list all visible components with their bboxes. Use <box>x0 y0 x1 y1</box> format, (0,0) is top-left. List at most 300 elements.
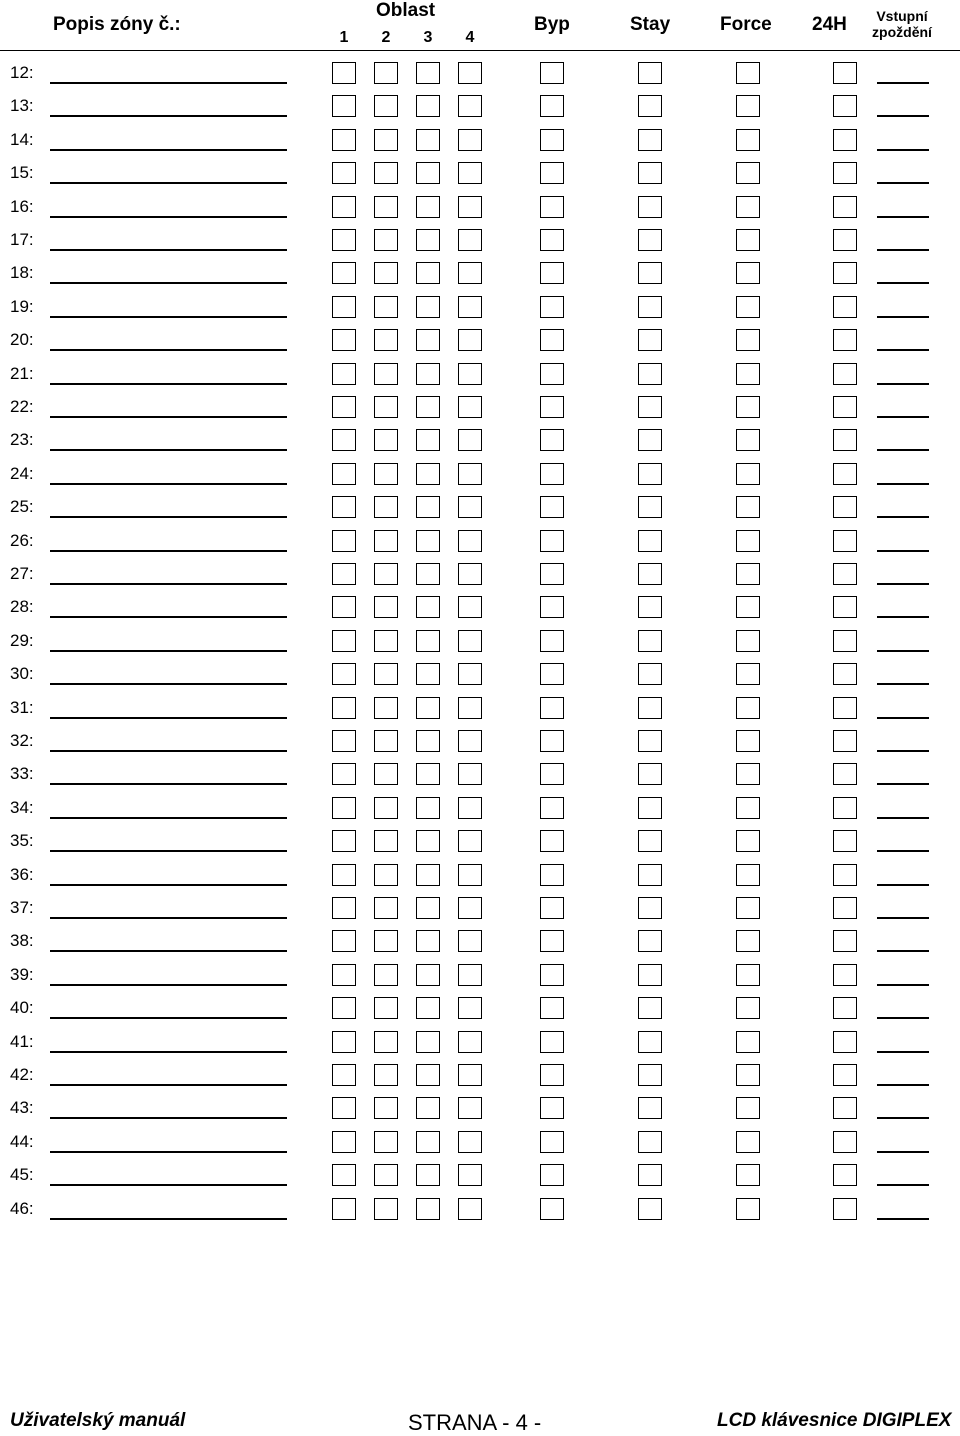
area-4-checkbox[interactable] <box>458 396 482 418</box>
area-3-checkbox[interactable] <box>416 1198 440 1220</box>
area-3-checkbox[interactable] <box>416 596 440 618</box>
entry-delay-field[interactable] <box>877 550 929 552</box>
area-3-checkbox[interactable] <box>416 563 440 585</box>
area-2-checkbox[interactable] <box>374 1097 398 1119</box>
area-3-checkbox[interactable] <box>416 864 440 886</box>
force-checkbox[interactable] <box>736 530 760 552</box>
area-1-checkbox[interactable] <box>332 797 356 819</box>
force-checkbox[interactable] <box>736 630 760 652</box>
area-1-checkbox[interactable] <box>332 196 356 218</box>
area-3-checkbox[interactable] <box>416 496 440 518</box>
stay-checkbox[interactable] <box>638 563 662 585</box>
area-1-checkbox[interactable] <box>332 864 356 886</box>
24h-checkbox[interactable] <box>833 730 857 752</box>
24h-checkbox[interactable] <box>833 596 857 618</box>
zone-description-field[interactable] <box>50 383 287 385</box>
entry-delay-field[interactable] <box>877 984 929 986</box>
zone-description-field[interactable] <box>50 717 287 719</box>
stay-checkbox[interactable] <box>638 262 662 284</box>
area-4-checkbox[interactable] <box>458 830 482 852</box>
stay-checkbox[interactable] <box>638 196 662 218</box>
entry-delay-field[interactable] <box>877 950 929 952</box>
stay-checkbox[interactable] <box>638 697 662 719</box>
force-checkbox[interactable] <box>736 864 760 886</box>
24h-checkbox[interactable] <box>833 329 857 351</box>
bypass-checkbox[interactable] <box>540 496 564 518</box>
entry-delay-field[interactable] <box>877 383 929 385</box>
entry-delay-field[interactable] <box>877 717 929 719</box>
area-2-checkbox[interactable] <box>374 797 398 819</box>
bypass-checkbox[interactable] <box>540 1064 564 1086</box>
area-4-checkbox[interactable] <box>458 1064 482 1086</box>
zone-description-field[interactable] <box>50 1151 287 1153</box>
area-3-checkbox[interactable] <box>416 1064 440 1086</box>
stay-checkbox[interactable] <box>638 964 662 986</box>
zone-description-field[interactable] <box>50 783 287 785</box>
24h-checkbox[interactable] <box>833 530 857 552</box>
zone-description-field[interactable] <box>50 149 287 151</box>
stay-checkbox[interactable] <box>638 162 662 184</box>
bypass-checkbox[interactable] <box>540 1031 564 1053</box>
area-1-checkbox[interactable] <box>332 1131 356 1153</box>
bypass-checkbox[interactable] <box>540 129 564 151</box>
force-checkbox[interactable] <box>736 997 760 1019</box>
area-4-checkbox[interactable] <box>458 363 482 385</box>
bypass-checkbox[interactable] <box>540 897 564 919</box>
stay-checkbox[interactable] <box>638 930 662 952</box>
area-3-checkbox[interactable] <box>416 663 440 685</box>
area-1-checkbox[interactable] <box>332 697 356 719</box>
area-2-checkbox[interactable] <box>374 830 398 852</box>
area-4-checkbox[interactable] <box>458 763 482 785</box>
area-3-checkbox[interactable] <box>416 396 440 418</box>
zone-description-field[interactable] <box>50 1051 287 1053</box>
zone-description-field[interactable] <box>50 950 287 952</box>
force-checkbox[interactable] <box>736 1131 760 1153</box>
24h-checkbox[interactable] <box>833 830 857 852</box>
stay-checkbox[interactable] <box>638 1064 662 1086</box>
bypass-checkbox[interactable] <box>540 997 564 1019</box>
area-3-checkbox[interactable] <box>416 697 440 719</box>
entry-delay-field[interactable] <box>877 316 929 318</box>
24h-checkbox[interactable] <box>833 697 857 719</box>
area-2-checkbox[interactable] <box>374 196 398 218</box>
bypass-checkbox[interactable] <box>540 196 564 218</box>
bypass-checkbox[interactable] <box>540 329 564 351</box>
area-3-checkbox[interactable] <box>416 630 440 652</box>
24h-checkbox[interactable] <box>833 763 857 785</box>
zone-description-field[interactable] <box>50 282 287 284</box>
area-4-checkbox[interactable] <box>458 596 482 618</box>
force-checkbox[interactable] <box>736 129 760 151</box>
zone-description-field[interactable] <box>50 984 287 986</box>
bypass-checkbox[interactable] <box>540 62 564 84</box>
stay-checkbox[interactable] <box>638 1131 662 1153</box>
zone-description-field[interactable] <box>50 850 287 852</box>
zone-description-field[interactable] <box>50 182 287 184</box>
24h-checkbox[interactable] <box>833 162 857 184</box>
bypass-checkbox[interactable] <box>540 463 564 485</box>
bypass-checkbox[interactable] <box>540 730 564 752</box>
entry-delay-field[interactable] <box>877 115 929 117</box>
force-checkbox[interactable] <box>736 830 760 852</box>
24h-checkbox[interactable] <box>833 897 857 919</box>
24h-checkbox[interactable] <box>833 1131 857 1153</box>
24h-checkbox[interactable] <box>833 229 857 251</box>
area-2-checkbox[interactable] <box>374 596 398 618</box>
area-1-checkbox[interactable] <box>332 730 356 752</box>
area-1-checkbox[interactable] <box>332 763 356 785</box>
force-checkbox[interactable] <box>736 563 760 585</box>
area-4-checkbox[interactable] <box>458 864 482 886</box>
entry-delay-field[interactable] <box>877 1084 929 1086</box>
entry-delay-field[interactable] <box>877 1184 929 1186</box>
bypass-checkbox[interactable] <box>540 396 564 418</box>
area-1-checkbox[interactable] <box>332 463 356 485</box>
area-1-checkbox[interactable] <box>332 830 356 852</box>
stay-checkbox[interactable] <box>638 1164 662 1186</box>
area-2-checkbox[interactable] <box>374 1064 398 1086</box>
force-checkbox[interactable] <box>736 196 760 218</box>
area-2-checkbox[interactable] <box>374 463 398 485</box>
24h-checkbox[interactable] <box>833 463 857 485</box>
area-4-checkbox[interactable] <box>458 162 482 184</box>
area-1-checkbox[interactable] <box>332 62 356 84</box>
entry-delay-field[interactable] <box>877 616 929 618</box>
force-checkbox[interactable] <box>736 463 760 485</box>
area-3-checkbox[interactable] <box>416 1164 440 1186</box>
area-2-checkbox[interactable] <box>374 697 398 719</box>
stay-checkbox[interactable] <box>638 1097 662 1119</box>
24h-checkbox[interactable] <box>833 262 857 284</box>
area-2-checkbox[interactable] <box>374 1164 398 1186</box>
area-2-checkbox[interactable] <box>374 730 398 752</box>
bypass-checkbox[interactable] <box>540 763 564 785</box>
area-4-checkbox[interactable] <box>458 62 482 84</box>
bypass-checkbox[interactable] <box>540 1198 564 1220</box>
area-1-checkbox[interactable] <box>332 964 356 986</box>
force-checkbox[interactable] <box>736 496 760 518</box>
force-checkbox[interactable] <box>736 596 760 618</box>
bypass-checkbox[interactable] <box>540 296 564 318</box>
stay-checkbox[interactable] <box>638 296 662 318</box>
area-3-checkbox[interactable] <box>416 363 440 385</box>
bypass-checkbox[interactable] <box>540 930 564 952</box>
entry-delay-field[interactable] <box>877 1117 929 1119</box>
zone-description-field[interactable] <box>50 483 287 485</box>
force-checkbox[interactable] <box>736 396 760 418</box>
stay-checkbox[interactable] <box>638 363 662 385</box>
area-2-checkbox[interactable] <box>374 296 398 318</box>
area-4-checkbox[interactable] <box>458 129 482 151</box>
force-checkbox[interactable] <box>736 1164 760 1186</box>
area-3-checkbox[interactable] <box>416 930 440 952</box>
force-checkbox[interactable] <box>736 329 760 351</box>
force-checkbox[interactable] <box>736 62 760 84</box>
area-4-checkbox[interactable] <box>458 429 482 451</box>
area-2-checkbox[interactable] <box>374 964 398 986</box>
bypass-checkbox[interactable] <box>540 162 564 184</box>
24h-checkbox[interactable] <box>833 196 857 218</box>
force-checkbox[interactable] <box>736 897 760 919</box>
area-2-checkbox[interactable] <box>374 864 398 886</box>
area-2-checkbox[interactable] <box>374 663 398 685</box>
area-1-checkbox[interactable] <box>332 663 356 685</box>
area-2-checkbox[interactable] <box>374 530 398 552</box>
area-1-checkbox[interactable] <box>332 162 356 184</box>
area-4-checkbox[interactable] <box>458 496 482 518</box>
area-2-checkbox[interactable] <box>374 95 398 117</box>
zone-description-field[interactable] <box>50 349 287 351</box>
zone-description-field[interactable] <box>50 82 287 84</box>
bypass-checkbox[interactable] <box>540 563 564 585</box>
stay-checkbox[interactable] <box>638 62 662 84</box>
24h-checkbox[interactable] <box>833 496 857 518</box>
entry-delay-field[interactable] <box>877 683 929 685</box>
zone-description-field[interactable] <box>50 616 287 618</box>
area-1-checkbox[interactable] <box>332 363 356 385</box>
area-1-checkbox[interactable] <box>332 496 356 518</box>
force-checkbox[interactable] <box>736 964 760 986</box>
24h-checkbox[interactable] <box>833 797 857 819</box>
stay-checkbox[interactable] <box>638 329 662 351</box>
force-checkbox[interactable] <box>736 1064 760 1086</box>
area-4-checkbox[interactable] <box>458 262 482 284</box>
entry-delay-field[interactable] <box>877 282 929 284</box>
24h-checkbox[interactable] <box>833 62 857 84</box>
entry-delay-field[interactable] <box>877 82 929 84</box>
stay-checkbox[interactable] <box>638 396 662 418</box>
area-4-checkbox[interactable] <box>458 630 482 652</box>
stay-checkbox[interactable] <box>638 129 662 151</box>
entry-delay-field[interactable] <box>877 583 929 585</box>
area-4-checkbox[interactable] <box>458 1164 482 1186</box>
area-1-checkbox[interactable] <box>332 129 356 151</box>
area-2-checkbox[interactable] <box>374 930 398 952</box>
area-2-checkbox[interactable] <box>374 763 398 785</box>
zone-description-field[interactable] <box>50 550 287 552</box>
area-1-checkbox[interactable] <box>332 329 356 351</box>
stay-checkbox[interactable] <box>638 429 662 451</box>
force-checkbox[interactable] <box>736 797 760 819</box>
zone-description-field[interactable] <box>50 917 287 919</box>
area-3-checkbox[interactable] <box>416 1031 440 1053</box>
area-1-checkbox[interactable] <box>332 229 356 251</box>
stay-checkbox[interactable] <box>638 496 662 518</box>
area-1-checkbox[interactable] <box>332 396 356 418</box>
force-checkbox[interactable] <box>736 1097 760 1119</box>
area-2-checkbox[interactable] <box>374 62 398 84</box>
24h-checkbox[interactable] <box>833 563 857 585</box>
bypass-checkbox[interactable] <box>540 530 564 552</box>
force-checkbox[interactable] <box>736 663 760 685</box>
area-2-checkbox[interactable] <box>374 1131 398 1153</box>
area-3-checkbox[interactable] <box>416 129 440 151</box>
24h-checkbox[interactable] <box>833 396 857 418</box>
area-1-checkbox[interactable] <box>332 296 356 318</box>
force-checkbox[interactable] <box>736 730 760 752</box>
entry-delay-field[interactable] <box>877 249 929 251</box>
entry-delay-field[interactable] <box>877 1017 929 1019</box>
entry-delay-field[interactable] <box>877 850 929 852</box>
zone-description-field[interactable] <box>50 884 287 886</box>
bypass-checkbox[interactable] <box>540 864 564 886</box>
entry-delay-field[interactable] <box>877 750 929 752</box>
stay-checkbox[interactable] <box>638 630 662 652</box>
entry-delay-field[interactable] <box>877 884 929 886</box>
stay-checkbox[interactable] <box>638 763 662 785</box>
area-3-checkbox[interactable] <box>416 830 440 852</box>
area-3-checkbox[interactable] <box>416 296 440 318</box>
area-1-checkbox[interactable] <box>332 1097 356 1119</box>
24h-checkbox[interactable] <box>833 429 857 451</box>
bypass-checkbox[interactable] <box>540 1097 564 1119</box>
area-1-checkbox[interactable] <box>332 1164 356 1186</box>
area-4-checkbox[interactable] <box>458 663 482 685</box>
area-3-checkbox[interactable] <box>416 730 440 752</box>
stay-checkbox[interactable] <box>638 897 662 919</box>
24h-checkbox[interactable] <box>833 296 857 318</box>
24h-checkbox[interactable] <box>833 1031 857 1053</box>
stay-checkbox[interactable] <box>638 229 662 251</box>
area-2-checkbox[interactable] <box>374 429 398 451</box>
area-4-checkbox[interactable] <box>458 730 482 752</box>
force-checkbox[interactable] <box>736 429 760 451</box>
area-2-checkbox[interactable] <box>374 897 398 919</box>
area-1-checkbox[interactable] <box>332 563 356 585</box>
bypass-checkbox[interactable] <box>540 630 564 652</box>
area-3-checkbox[interactable] <box>416 162 440 184</box>
force-checkbox[interactable] <box>736 162 760 184</box>
24h-checkbox[interactable] <box>833 129 857 151</box>
bypass-checkbox[interactable] <box>540 262 564 284</box>
24h-checkbox[interactable] <box>833 930 857 952</box>
zone-description-field[interactable] <box>50 1117 287 1119</box>
entry-delay-field[interactable] <box>877 182 929 184</box>
area-3-checkbox[interactable] <box>416 964 440 986</box>
24h-checkbox[interactable] <box>833 663 857 685</box>
area-4-checkbox[interactable] <box>458 930 482 952</box>
zone-description-field[interactable] <box>50 750 287 752</box>
area-3-checkbox[interactable] <box>416 62 440 84</box>
24h-checkbox[interactable] <box>833 1097 857 1119</box>
area-2-checkbox[interactable] <box>374 129 398 151</box>
area-2-checkbox[interactable] <box>374 262 398 284</box>
force-checkbox[interactable] <box>736 697 760 719</box>
bypass-checkbox[interactable] <box>540 363 564 385</box>
entry-delay-field[interactable] <box>877 917 929 919</box>
area-3-checkbox[interactable] <box>416 229 440 251</box>
24h-checkbox[interactable] <box>833 630 857 652</box>
zone-description-field[interactable] <box>50 115 287 117</box>
bypass-checkbox[interactable] <box>540 697 564 719</box>
force-checkbox[interactable] <box>736 930 760 952</box>
area-4-checkbox[interactable] <box>458 997 482 1019</box>
stay-checkbox[interactable] <box>638 997 662 1019</box>
24h-checkbox[interactable] <box>833 1064 857 1086</box>
area-2-checkbox[interactable] <box>374 329 398 351</box>
area-3-checkbox[interactable] <box>416 797 440 819</box>
entry-delay-field[interactable] <box>877 216 929 218</box>
entry-delay-field[interactable] <box>877 1151 929 1153</box>
area-4-checkbox[interactable] <box>458 1031 482 1053</box>
area-2-checkbox[interactable] <box>374 630 398 652</box>
area-4-checkbox[interactable] <box>458 1097 482 1119</box>
area-3-checkbox[interactable] <box>416 463 440 485</box>
area-1-checkbox[interactable] <box>332 997 356 1019</box>
stay-checkbox[interactable] <box>638 95 662 117</box>
area-3-checkbox[interactable] <box>416 530 440 552</box>
stay-checkbox[interactable] <box>638 730 662 752</box>
zone-description-field[interactable] <box>50 683 287 685</box>
area-3-checkbox[interactable] <box>416 1097 440 1119</box>
stay-checkbox[interactable] <box>638 797 662 819</box>
stay-checkbox[interactable] <box>638 596 662 618</box>
zone-description-field[interactable] <box>50 1017 287 1019</box>
bypass-checkbox[interactable] <box>540 964 564 986</box>
zone-description-field[interactable] <box>50 1184 287 1186</box>
area-1-checkbox[interactable] <box>332 930 356 952</box>
bypass-checkbox[interactable] <box>540 830 564 852</box>
force-checkbox[interactable] <box>736 262 760 284</box>
area-1-checkbox[interactable] <box>332 429 356 451</box>
area-1-checkbox[interactable] <box>332 1031 356 1053</box>
stay-checkbox[interactable] <box>638 530 662 552</box>
entry-delay-field[interactable] <box>877 416 929 418</box>
area-1-checkbox[interactable] <box>332 1198 356 1220</box>
area-2-checkbox[interactable] <box>374 1198 398 1220</box>
24h-checkbox[interactable] <box>833 363 857 385</box>
entry-delay-field[interactable] <box>877 783 929 785</box>
area-3-checkbox[interactable] <box>416 329 440 351</box>
area-2-checkbox[interactable] <box>374 496 398 518</box>
area-2-checkbox[interactable] <box>374 396 398 418</box>
area-4-checkbox[interactable] <box>458 229 482 251</box>
zone-description-field[interactable] <box>50 216 287 218</box>
entry-delay-field[interactable] <box>877 483 929 485</box>
entry-delay-field[interactable] <box>877 349 929 351</box>
stay-checkbox[interactable] <box>638 864 662 886</box>
stay-checkbox[interactable] <box>638 1031 662 1053</box>
force-checkbox[interactable] <box>736 763 760 785</box>
bypass-checkbox[interactable] <box>540 429 564 451</box>
area-1-checkbox[interactable] <box>332 95 356 117</box>
bypass-checkbox[interactable] <box>540 663 564 685</box>
zone-description-field[interactable] <box>50 516 287 518</box>
bypass-checkbox[interactable] <box>540 95 564 117</box>
area-4-checkbox[interactable] <box>458 463 482 485</box>
area-3-checkbox[interactable] <box>416 262 440 284</box>
zone-description-field[interactable] <box>50 449 287 451</box>
zone-description-field[interactable] <box>50 1218 287 1220</box>
24h-checkbox[interactable] <box>833 997 857 1019</box>
24h-checkbox[interactable] <box>833 964 857 986</box>
area-3-checkbox[interactable] <box>416 196 440 218</box>
area-3-checkbox[interactable] <box>416 763 440 785</box>
entry-delay-field[interactable] <box>877 1218 929 1220</box>
area-4-checkbox[interactable] <box>458 964 482 986</box>
area-2-checkbox[interactable] <box>374 229 398 251</box>
entry-delay-field[interactable] <box>877 1051 929 1053</box>
area-4-checkbox[interactable] <box>458 797 482 819</box>
zone-description-field[interactable] <box>50 583 287 585</box>
area-2-checkbox[interactable] <box>374 363 398 385</box>
area-3-checkbox[interactable] <box>416 95 440 117</box>
area-4-checkbox[interactable] <box>458 530 482 552</box>
area-4-checkbox[interactable] <box>458 563 482 585</box>
bypass-checkbox[interactable] <box>540 229 564 251</box>
area-3-checkbox[interactable] <box>416 897 440 919</box>
